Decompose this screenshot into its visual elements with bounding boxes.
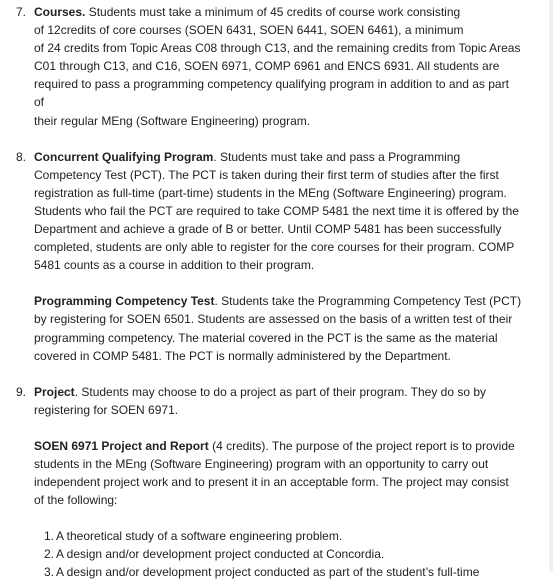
item-text-line: C01 through C13, and C16, SOEN 6971, COMP 6961 and ENCS 6931. All students are [34,59,500,74]
item-text-line: of 12credits of core courses (SOEN 6431, SOEN 6441, SOEN 6461), a minimum [34,23,464,38]
list-item [44,545,540,563]
list-item-text: A design and/or development project conducted as part of the student’s full-time [56,565,480,580]
list-item-number: 1. [44,529,55,544]
item-text: . Students must take and pass a Programming Competency Test (PCT). The PCT is taken during their first term of studies after the first registration as full-time (part-time) students in the MEng (Software Engineering) program. Students who fail the PCT are required to take COMP 5481 the next time it is offered by the Department and achieve a grade of B or better. Until COMP 5481 has been successfully completed, students are only able to register for the core courses for their program. COMP 5481 counts as a course in addition to their program. [34,149,519,273]
list-item-text: A theoretical study of a software engineering problem. [56,529,343,544]
paragraph-text: (4 credits). The purpose of the project report is to provide students in the MEng (Software Engineering) program with an opportunity to carry out independent project work and to present it in an acceptable form. The project may consist of the following: [34,438,515,508]
item-text-line: of 24 credits from Topic Areas C08 through C13, and the remaining credits from Topic Areas [34,41,521,56]
project-report-paragraph [0,437,522,509]
pct-paragraph [0,292,522,364]
item-text-line: their regular MEng (Software Engineering) program. [34,113,311,128]
item-heading: Courses. [34,5,86,19]
list-item-courses [0,3,522,130]
item-heading: Concurrent Qualifying Program [34,149,214,164]
item-text-line: Students must take a minimum of 45 credits of course work consisting [85,5,461,19]
paragraph-text: . Students take the Programming Competency Test (PCT) by registering for SOEN 6501. Students are assessed on the basis of a written test of their programming competency. The material covered in the PCT is the same as the material covered in COMP 5481. The PCT is normally administered by the Department. [34,294,522,363]
item-number: 9. [16,384,27,399]
item-text-line: required to pass a programming competency qualifying program in addition to and as part of [34,77,509,110]
list-item-text: A design and/or development project conducted at Concordia. [56,547,385,562]
list-item [44,527,540,545]
list-item-number: 2. [44,547,55,562]
item-heading: Project [34,384,75,399]
list-item-concurrent-qualifying-program [0,148,522,275]
list-item-project [0,383,522,419]
list-item-number: 3. [44,565,55,580]
list-item [44,563,540,581]
item-number: 8. [16,149,27,164]
item-number: 7. [16,5,27,19]
item-text: . Students may choose to do a project as part of their program. They do so by registering for SOEN 6971. [34,384,487,417]
paragraph-heading: SOEN 6971 Project and Report [34,438,209,453]
scrollbar[interactable] [549,0,553,572]
document-page [0,3,540,582]
paragraph-heading: Programming Competency Test [34,294,215,309]
project-options-list [0,527,540,581]
